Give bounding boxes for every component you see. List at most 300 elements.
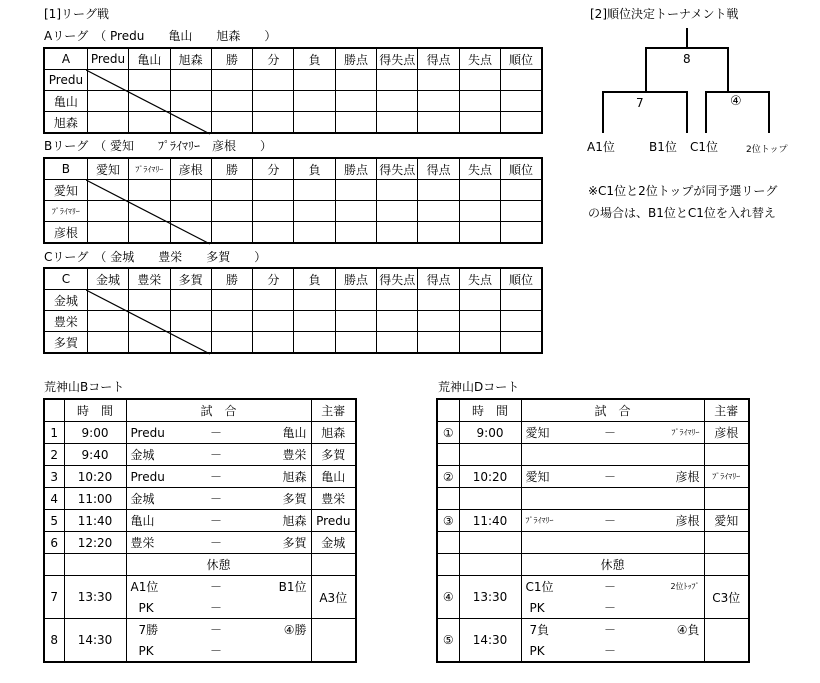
empty-cell xyxy=(294,180,335,201)
empty-cell xyxy=(418,332,459,354)
empty-cell xyxy=(437,554,459,576)
bracket-line xyxy=(705,91,707,133)
cell: 豊栄 xyxy=(311,488,356,510)
empty-cell xyxy=(294,332,335,354)
empty-cell xyxy=(377,91,418,112)
table-row xyxy=(437,576,749,598)
empty-cell xyxy=(129,180,170,201)
col-header-losses: 負 xyxy=(294,268,335,290)
court-b-title: 荒神山Bコート xyxy=(44,380,125,394)
empty-cell xyxy=(704,532,749,554)
table-row xyxy=(437,619,749,641)
empty-cell xyxy=(377,112,418,134)
cell: － xyxy=(181,640,251,662)
empty-cell xyxy=(294,290,335,311)
empty-cell xyxy=(377,332,418,354)
cell: 愛知 xyxy=(521,422,576,444)
empty-cell xyxy=(211,311,252,332)
empty-cell xyxy=(87,332,128,354)
col-header-losses: 負 xyxy=(294,158,335,180)
col-header-points: 勝点 xyxy=(335,268,376,290)
table-row xyxy=(44,444,356,466)
empty-cell xyxy=(459,222,500,244)
cell: 彦根 xyxy=(644,510,704,532)
cell: 11:00 xyxy=(64,488,126,510)
league-section-title: [1]リーグ戦 xyxy=(44,7,109,21)
col-header-goals-for: 得点 xyxy=(418,48,459,70)
league-c-caption: Cリーグ （ 金城 豊栄 多賀 ） xyxy=(44,250,267,264)
bracket-line xyxy=(705,91,770,93)
empty-cell xyxy=(129,290,170,311)
team-row-label: Predu xyxy=(44,70,87,91)
cell: 14:30 xyxy=(64,619,126,663)
empty-cell xyxy=(459,180,500,201)
empty-cell xyxy=(294,311,335,332)
cell: ④負 xyxy=(644,619,704,641)
cell: ③ xyxy=(437,510,459,532)
empty-cell xyxy=(87,222,128,244)
empty-cell xyxy=(437,488,459,510)
slot-a1: A1位 xyxy=(587,140,615,154)
cell: ﾌﾟﾗｲﾏﾘｰ xyxy=(644,422,704,444)
cell: － xyxy=(181,422,251,444)
col-header-draws: 分 xyxy=(253,48,294,70)
empty-cell xyxy=(501,91,542,112)
slot-c1: C1位 xyxy=(690,140,719,154)
cell: － xyxy=(181,510,251,532)
cell: ⑤ xyxy=(437,619,459,663)
cell: － xyxy=(576,597,644,619)
slot-b1: B1位 xyxy=(649,140,677,154)
empty-cell xyxy=(437,399,459,422)
empty-cell xyxy=(44,399,64,422)
empty-cell xyxy=(170,70,211,91)
cell: 7負 xyxy=(521,619,576,641)
col-header-draws: 分 xyxy=(253,268,294,290)
cell: － xyxy=(181,466,251,488)
col-header-goals-against: 失点 xyxy=(459,268,500,290)
cell: － xyxy=(576,422,644,444)
cell: 2 xyxy=(44,444,64,466)
empty-cell xyxy=(170,222,211,244)
cell: － xyxy=(181,597,251,619)
empty-cell xyxy=(87,201,128,222)
cell: 休憩 xyxy=(521,554,704,576)
league-c-table xyxy=(43,267,543,354)
cell: PK xyxy=(521,640,576,662)
empty-cell xyxy=(251,597,311,619)
cell: ④勝 xyxy=(251,619,311,641)
cell xyxy=(311,619,356,663)
empty-cell xyxy=(576,532,644,554)
cell: ① xyxy=(437,422,459,444)
empty-cell xyxy=(418,222,459,244)
semi-right-match-no: ④ xyxy=(730,94,742,109)
cell: Predu xyxy=(126,422,181,444)
empty-cell xyxy=(129,222,170,244)
league-label: C xyxy=(44,268,87,290)
table-row xyxy=(44,466,356,488)
cell: 金城 xyxy=(311,532,356,554)
col-header-referee: 主審 xyxy=(704,399,749,422)
empty-cell xyxy=(129,91,170,112)
col-header-goal-diff: 得失点 xyxy=(377,268,418,290)
empty-cell xyxy=(170,180,211,201)
col-header-time: 時 間 xyxy=(64,399,126,422)
cell: 1 xyxy=(44,422,64,444)
cell: 彦根 xyxy=(704,422,749,444)
team-header: 亀山 xyxy=(129,48,170,70)
team-row-label: 金城 xyxy=(44,290,87,311)
col-header-wins: 勝 xyxy=(211,268,252,290)
cell: C1位 xyxy=(521,576,576,598)
empty-cell xyxy=(377,222,418,244)
court-d-title: 荒神山Dコート xyxy=(438,380,520,394)
team-header: 愛知 xyxy=(87,158,128,180)
cell: 13:30 xyxy=(64,576,126,619)
empty-cell xyxy=(576,488,644,510)
cell: 6 xyxy=(44,532,64,554)
empty-cell xyxy=(459,70,500,91)
empty-cell xyxy=(501,222,542,244)
cell: ② xyxy=(437,466,459,488)
cell: 金城 xyxy=(126,488,181,510)
cell: 多賀 xyxy=(311,444,356,466)
empty-cell xyxy=(377,70,418,91)
cell: 13:30 xyxy=(459,576,521,619)
empty-cell xyxy=(335,180,376,201)
col-header-match: 試 合 xyxy=(126,399,311,422)
cell: 豊栄 xyxy=(251,444,311,466)
cell: － xyxy=(181,444,251,466)
empty-cell xyxy=(418,70,459,91)
empty-cell xyxy=(294,112,335,134)
cell: 愛知 xyxy=(521,466,576,488)
team-row-label: 旭森 xyxy=(44,112,87,134)
empty-cell xyxy=(576,444,644,466)
cell: － xyxy=(181,576,251,598)
empty-cell xyxy=(437,532,459,554)
cell: 9:40 xyxy=(64,444,126,466)
cell: － xyxy=(576,640,644,662)
empty-cell xyxy=(704,554,749,576)
empty-cell xyxy=(211,112,252,134)
empty-cell xyxy=(253,332,294,354)
empty-cell xyxy=(377,311,418,332)
cell: 亀山 xyxy=(251,422,311,444)
team-header: 旭森 xyxy=(170,48,211,70)
empty-cell xyxy=(335,201,376,222)
cell: ﾌﾟﾗｲﾏﾘｰ xyxy=(521,510,576,532)
team-row-label: ﾌﾟﾗｲﾏﾘｰ xyxy=(44,201,87,222)
empty-cell xyxy=(459,554,521,576)
league-label: B xyxy=(44,158,87,180)
empty-cell xyxy=(418,112,459,134)
empty-cell xyxy=(521,444,576,466)
cell: － xyxy=(181,532,251,554)
empty-cell xyxy=(437,444,459,466)
cell: 金城 xyxy=(126,444,181,466)
league-b-table xyxy=(43,157,543,244)
empty-cell xyxy=(294,70,335,91)
empty-cell xyxy=(644,444,704,466)
cell: 旭森 xyxy=(311,422,356,444)
empty-cell xyxy=(418,201,459,222)
team-header: 豊栄 xyxy=(129,268,170,290)
cell: － xyxy=(576,576,644,598)
empty-cell xyxy=(294,201,335,222)
cell: 4 xyxy=(44,488,64,510)
empty-cell xyxy=(87,91,128,112)
cell: 9:00 xyxy=(64,422,126,444)
col-header-referee: 主審 xyxy=(311,399,356,422)
empty-cell xyxy=(170,91,211,112)
col-header-wins: 勝 xyxy=(211,158,252,180)
semi-left-match-no: 7 xyxy=(636,96,644,110)
empty-cell xyxy=(644,488,704,510)
team-row-label: 多賀 xyxy=(44,332,87,354)
empty-cell xyxy=(459,201,500,222)
bracket-line xyxy=(768,91,770,133)
tournament-note-1: ※C1位と2位トップが同予選リーグ xyxy=(588,184,778,198)
table-row xyxy=(44,488,356,510)
cell: PK xyxy=(126,597,181,619)
bracket-line xyxy=(686,91,688,133)
empty-cell xyxy=(377,290,418,311)
empty-cell xyxy=(335,91,376,112)
cell: A1位 xyxy=(126,576,181,598)
empty-cell xyxy=(87,112,128,134)
bracket-line xyxy=(645,47,729,49)
empty-cell xyxy=(253,91,294,112)
bracket-line xyxy=(602,91,604,133)
cell: 旭森 xyxy=(251,466,311,488)
col-header-goal-diff: 得失点 xyxy=(377,158,418,180)
empty-cell xyxy=(170,112,211,134)
cell: 多賀 xyxy=(251,532,311,554)
team-row-label: 豊栄 xyxy=(44,311,87,332)
cell: 11:40 xyxy=(64,510,126,532)
table-row xyxy=(437,510,749,532)
empty-cell xyxy=(211,332,252,354)
empty-cell xyxy=(294,222,335,244)
empty-cell xyxy=(170,311,211,332)
empty-cell xyxy=(170,201,211,222)
cell: 11:40 xyxy=(459,510,521,532)
empty-cell xyxy=(459,444,521,466)
empty-cell xyxy=(501,112,542,134)
cell: 亀山 xyxy=(126,510,181,532)
col-header-rank: 順位 xyxy=(501,268,542,290)
empty-cell xyxy=(501,70,542,91)
cell: 12:20 xyxy=(64,532,126,554)
empty-cell xyxy=(501,311,542,332)
cell: 休憩 xyxy=(126,554,311,576)
empty-cell xyxy=(253,311,294,332)
col-header-time: 時 間 xyxy=(459,399,521,422)
empty-cell xyxy=(501,201,542,222)
cell: 多賀 xyxy=(251,488,311,510)
empty-cell xyxy=(335,290,376,311)
empty-cell xyxy=(87,70,128,91)
empty-cell xyxy=(335,222,376,244)
team-header: 金城 xyxy=(87,268,128,290)
cell xyxy=(704,619,749,663)
table-row xyxy=(44,422,356,444)
team-row-label: 彦根 xyxy=(44,222,87,244)
empty-cell xyxy=(44,554,64,576)
cell: 7 xyxy=(44,576,64,619)
empty-cell xyxy=(253,290,294,311)
empty-cell xyxy=(311,554,356,576)
cell: 10:20 xyxy=(64,466,126,488)
empty-cell xyxy=(253,222,294,244)
cell: ﾌﾟﾗｲﾏﾘｰ xyxy=(704,466,749,488)
empty-cell xyxy=(129,311,170,332)
empty-cell xyxy=(459,332,500,354)
empty-cell xyxy=(170,290,211,311)
empty-cell xyxy=(87,311,128,332)
table-row xyxy=(44,532,356,554)
team-header: 多賀 xyxy=(170,268,211,290)
cell: A3位 xyxy=(311,576,356,619)
empty-cell xyxy=(253,70,294,91)
empty-cell xyxy=(335,311,376,332)
empty-cell xyxy=(377,201,418,222)
empty-cell xyxy=(253,112,294,134)
col-header-goals-against: 失点 xyxy=(459,158,500,180)
cell: 3 xyxy=(44,466,64,488)
empty-cell xyxy=(253,180,294,201)
empty-cell xyxy=(644,597,704,619)
cell: 彦根 xyxy=(644,466,704,488)
col-header-rank: 順位 xyxy=(501,158,542,180)
cell: 9:00 xyxy=(459,422,521,444)
cell: 5 xyxy=(44,510,64,532)
bracket-line xyxy=(602,91,688,93)
slot-second-top: 2位トップ xyxy=(746,145,788,155)
cell: Predu xyxy=(126,466,181,488)
final-match-no: 8 xyxy=(683,52,691,66)
tournament-note-2: の場合は、B1位とC1位を入れ替え xyxy=(588,206,776,220)
empty-cell xyxy=(521,532,576,554)
empty-cell xyxy=(644,532,704,554)
col-header-match: 試 合 xyxy=(521,399,704,422)
empty-cell xyxy=(418,91,459,112)
court-b-schedule xyxy=(43,398,357,663)
empty-cell xyxy=(129,201,170,222)
league-b-caption: Bリーグ （ 愛知 ﾌﾟﾗｲﾏﾘｰ 彦根 ） xyxy=(44,139,273,153)
empty-cell xyxy=(377,180,418,201)
empty-cell xyxy=(129,332,170,354)
col-header-wins: 勝 xyxy=(211,48,252,70)
league-label: A xyxy=(44,48,87,70)
empty-cell xyxy=(253,201,294,222)
tournament-title: [2]順位決定トーナメント戦 xyxy=(590,7,739,21)
cell: 10:20 xyxy=(459,466,521,488)
empty-cell xyxy=(335,70,376,91)
cell: ④ xyxy=(437,576,459,619)
empty-cell xyxy=(170,332,211,354)
empty-cell xyxy=(704,444,749,466)
league-a-caption: Aリーグ （ Predu 亀山 旭森 ） xyxy=(44,29,277,43)
cell: － xyxy=(576,466,644,488)
empty-cell xyxy=(129,112,170,134)
col-header-draws: 分 xyxy=(253,158,294,180)
cell: B1位 xyxy=(251,576,311,598)
cell: Predu xyxy=(311,510,356,532)
table-row xyxy=(437,422,749,444)
cell: 愛知 xyxy=(704,510,749,532)
empty-cell xyxy=(87,290,128,311)
cell: C3位 xyxy=(704,576,749,619)
empty-cell xyxy=(87,180,128,201)
table-row xyxy=(44,576,356,598)
empty-cell xyxy=(501,180,542,201)
table-row xyxy=(44,619,356,641)
col-header-goal-diff: 得失点 xyxy=(377,48,418,70)
col-header-points: 勝点 xyxy=(335,158,376,180)
empty-cell xyxy=(459,488,521,510)
bracket-line xyxy=(727,47,729,92)
col-header-rank: 順位 xyxy=(501,48,542,70)
empty-cell xyxy=(251,640,311,662)
cell: 7勝 xyxy=(126,619,181,641)
table-row xyxy=(44,510,356,532)
cell: 亀山 xyxy=(311,466,356,488)
empty-cell xyxy=(335,332,376,354)
empty-cell xyxy=(459,532,521,554)
cell: 14:30 xyxy=(459,619,521,663)
col-header-goals-against: 失点 xyxy=(459,48,500,70)
col-header-goals-for: 得点 xyxy=(418,158,459,180)
team-header: 彦根 xyxy=(170,158,211,180)
empty-cell xyxy=(521,488,576,510)
break-row xyxy=(437,554,749,576)
empty-cell xyxy=(644,640,704,662)
col-header-losses: 負 xyxy=(294,48,335,70)
empty-cell xyxy=(459,112,500,134)
table-row xyxy=(437,466,749,488)
empty-cell xyxy=(211,290,252,311)
cell: 8 xyxy=(44,619,64,663)
empty-cell xyxy=(704,488,749,510)
break-row xyxy=(44,554,356,576)
bracket-line xyxy=(645,47,647,92)
col-header-goals-for: 得点 xyxy=(418,268,459,290)
empty-cell xyxy=(211,201,252,222)
empty-cell xyxy=(501,290,542,311)
team-row-label: 亀山 xyxy=(44,91,87,112)
empty-cell xyxy=(459,311,500,332)
cell: 2位ﾄｯﾌﾟ xyxy=(644,576,704,598)
empty-cell xyxy=(459,290,500,311)
empty-cell xyxy=(211,180,252,201)
cell: 豊栄 xyxy=(126,532,181,554)
cell: － xyxy=(181,619,251,641)
empty-cell xyxy=(64,554,126,576)
cell: － xyxy=(576,510,644,532)
team-header: ﾌﾟﾗｲﾏﾘｰ xyxy=(129,158,170,180)
empty-cell xyxy=(211,70,252,91)
empty-cell xyxy=(335,112,376,134)
cell: PK xyxy=(126,640,181,662)
cell: PK xyxy=(521,597,576,619)
empty-cell xyxy=(418,290,459,311)
empty-cell xyxy=(501,332,542,354)
team-row-label: 愛知 xyxy=(44,180,87,201)
cell: － xyxy=(181,488,251,510)
